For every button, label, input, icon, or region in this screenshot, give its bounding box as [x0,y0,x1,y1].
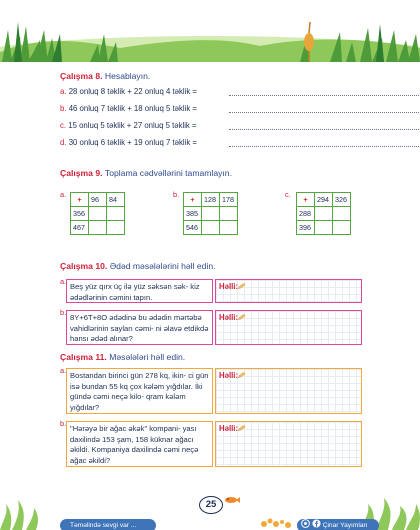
row-cell: 385 [184,207,202,221]
problem-a-text-box: Beş yüz qırx üç ilə yüz səksən sək- kiz ədədlərinin cəmini tapın. [66,279,213,303]
table-c-label: c. [285,190,291,199]
blank-answer-cell[interactable] [220,207,238,221]
header-cell: 326 [333,193,351,207]
blank-answer-cell[interactable] [333,221,351,235]
exercise-11-title: Çalışma 11. [60,352,107,362]
solution-label-text: Həlli: [219,424,239,433]
solution-label-text: Həlli: [219,313,239,322]
footer-publisher-badge [297,519,379,530]
exercise-10-heading [60,261,216,271]
blank-answer-cell[interactable] [89,207,107,221]
blank-answer-cell[interactable] [315,221,333,235]
header-cell: 128 [202,193,220,207]
pencil-icon [238,372,246,378]
blank-answer-cell[interactable] [202,221,220,235]
blank-answer-cell[interactable] [220,221,238,235]
answer-line[interactable] [229,112,420,113]
row-cell: 546 [184,221,202,235]
row-cell: 467 [71,221,89,235]
item-text: 46 onluq 7 təklik + 18 onluq 5 təklik = [68,104,197,113]
exercise-10-instruction: Ədəd məsələlərini həll edin. [109,261,216,271]
addition-table-c [296,192,351,235]
problem-11b-letter: b. [60,419,67,428]
problem-11a-letter: a. [60,366,67,375]
footer-slogan-badge: Təməlində sevgi var ... [60,519,156,530]
header-cell: 294 [315,193,333,207]
solution-label-text: Həlli: [219,371,239,380]
row-cell: 288 [297,207,315,221]
header-cell: 96 [89,193,107,207]
problem-11b-answer-box[interactable] [215,421,362,467]
plus-sign: + [297,193,315,207]
solution-label [219,282,246,291]
page-number: 25 [199,496,223,514]
addition-table-b [183,192,238,235]
item-text: 15 onluq 5 təklik + 27 onluq 5 təklik = [68,121,197,130]
blank-answer-cell[interactable] [202,207,220,221]
header-cell: 84 [107,193,125,207]
problem-11b-text-box: "Hərəyə bir ağac əkək" kompani- yası daxilində 153 şam, 158 küknar ağacı əkildi. Kompaniya daxilində cəmi neçə ağac əkildi? [66,421,213,467]
addition-table-a [70,192,125,235]
exercise-8-item-b [60,104,197,113]
blank-answer-cell[interactable] [107,221,125,235]
social-media-icon [301,519,310,528]
plus-sign: + [71,193,89,207]
pencil-icon [238,425,246,431]
exercise-8-heading [60,71,150,81]
pencil-icon [238,314,246,320]
answer-line[interactable] [229,146,420,147]
exercise-8-item-d [60,138,197,147]
exercise-10-title: Çalışma 10. [60,261,108,271]
pencil-icon [238,283,246,289]
exercise-9-heading [60,168,232,178]
solution-label [219,313,246,322]
item-letter: d. [60,138,67,147]
blank-answer-cell[interactable] [315,207,333,221]
problem-11a-answer-box[interactable] [215,368,362,414]
blank-answer-cell[interactable] [333,207,351,221]
item-letter: b. [60,104,67,113]
answer-line[interactable] [229,129,420,130]
solution-label [219,371,246,380]
facebook-icon [312,519,321,528]
blank-answer-cell[interactable] [89,221,107,235]
exercise-11-heading [60,352,185,362]
exercise-9-title: Çalışma 9. [60,168,103,178]
solution-label-text: Həlli: [219,282,239,291]
row-cell: 396 [297,221,315,235]
item-text: 28 onluq 8 təklik + 22 onluq 4 təklik = [68,87,197,96]
answer-line[interactable] [229,95,420,96]
header-cell: 178 [220,193,238,207]
exercise-8-title: Çalışma 8. [60,71,103,81]
solution-label [219,424,246,433]
problem-b-text-box: 8Y+6T+8O ədədinə bu ədədin mərtəbə vahidlərinin sayları cəmi- ni əlavə etdikdə hansı ədəd alınar? [66,310,213,345]
exercise-11-instruction: Məsələləri həll edin. [109,352,186,362]
plus-sign: + [184,193,202,207]
publisher-name: Çinar Yayımları [322,522,368,529]
problem-b-letter: b. [60,308,67,317]
problem-b-answer-box[interactable] [215,310,362,345]
exercise-8-instruction: Hesablayın. [104,71,151,81]
problem-11a-text-box: Bostandan birinci gün 278 kq, ikin- ci gün isə bundan 55 kq çox kələm yığdılar. İki gündə cəmi neçə kilo- qram kələm yığdılar? [66,368,213,414]
row-cell: 356 [71,207,89,221]
problem-a-answer-box[interactable] [215,279,362,303]
exercise-8-item-a [60,87,197,96]
exercise-9-instruction: Toplama cədvəllərini tamamlayın. [104,168,232,178]
table-b-label: b. [173,190,180,199]
table-a-label: a. [60,190,67,199]
item-letter: a. [60,87,67,96]
header-landscape-illustration [0,0,420,62]
item-text: 30 onluq 6 təklik + 19 onluq 7 təklik = [68,138,197,147]
exercise-8-item-c [60,121,197,130]
blank-answer-cell[interactable] [107,207,125,221]
item-letter: c. [60,121,67,130]
problem-a-letter: a. [60,277,67,286]
